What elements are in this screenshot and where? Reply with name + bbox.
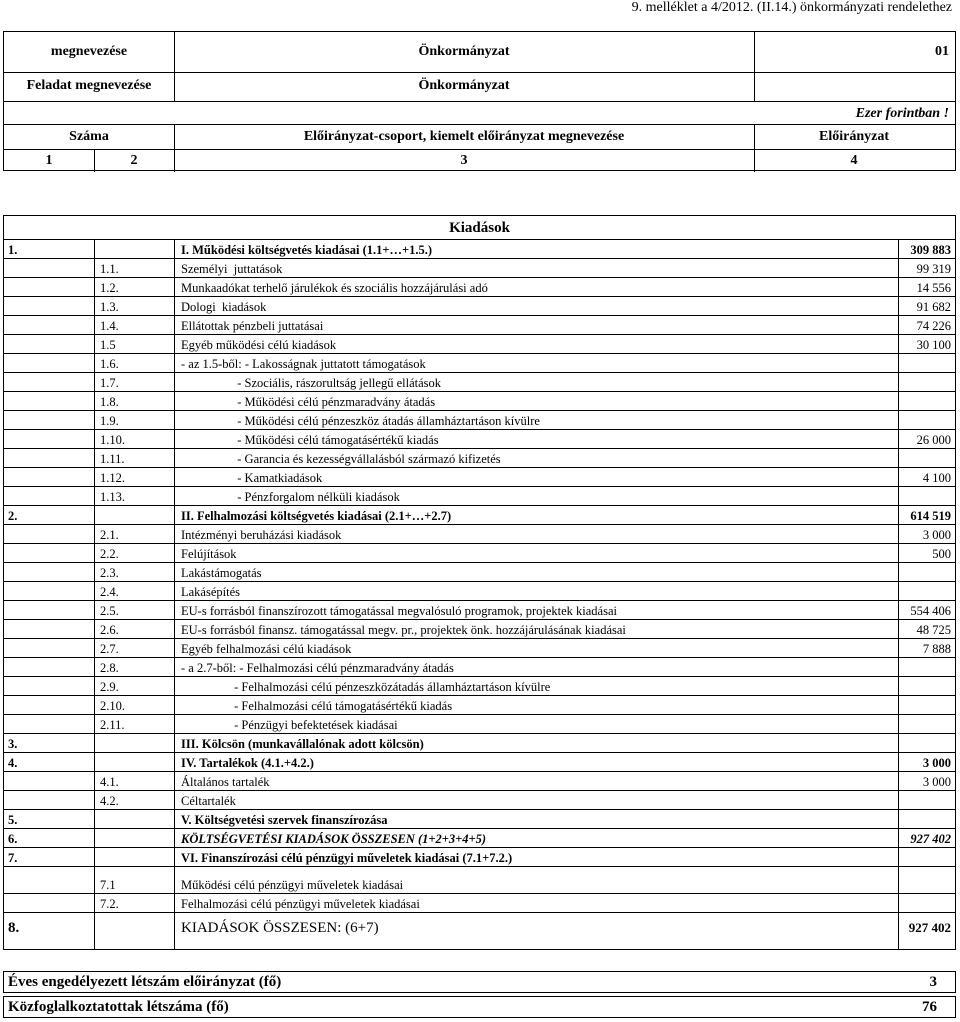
row-number: 2. — [8, 509, 18, 523]
col-header-name: Előirányzat-csoport, kiemelt előirányzat megnevezése — [303, 129, 625, 144]
row-value: 3 000 — [922, 528, 951, 542]
row-value: 7 888 — [922, 642, 951, 656]
row-subnumber: 2.8. — [100, 661, 119, 675]
row-label: Munkaadókat terhelő járulékok és szociális hozzájárulási adó — [181, 281, 488, 295]
megnevezese-code: 01 — [935, 44, 949, 59]
row-label: II. Felhalmozási költségvetés kiadásai (2.1+…+2.7) — [181, 509, 452, 523]
row-subnumber: 2.9. — [100, 680, 119, 694]
table-row — [4, 581, 955, 600]
row-label: Egyéb működési célú kiadások — [181, 338, 337, 352]
table-row — [4, 695, 955, 714]
row-label: - a 2.7-ből: - Felhalmozási célú pénzmaradvány átadás — [181, 661, 454, 675]
row-subnumber: 2.5. — [100, 604, 119, 618]
row-label: I. Működési költségvetés kiadásai (1.1+…+1.5.) — [181, 243, 433, 257]
row-number: 1. — [8, 243, 18, 257]
currency-note: Ezer forintban ! — [855, 106, 949, 121]
table-row — [4, 828, 955, 847]
table-row — [4, 893, 955, 912]
row-subnumber: 1.8. — [100, 395, 119, 409]
table-row — [4, 239, 955, 258]
row-label: KIADÁSOK ÖSSZESEN: (6+7) — [181, 920, 379, 936]
row-value: 309 883 — [910, 243, 951, 257]
table-row — [4, 315, 955, 334]
row-value: 500 — [932, 547, 951, 561]
row-value: 927 402 — [908, 920, 951, 935]
table-row — [4, 562, 955, 581]
row-subnumber: 1.7. — [100, 376, 119, 390]
table-row — [4, 600, 955, 619]
footer-row-letszam — [3, 971, 956, 993]
table-row — [4, 676, 955, 695]
row-subnumber: 1.1. — [100, 262, 119, 276]
row-subnumber: 2.3. — [100, 566, 119, 580]
table-row — [4, 410, 955, 429]
row-subnumber: 4.1. — [100, 775, 119, 789]
row-value: 26 000 — [916, 433, 951, 447]
table-row — [4, 543, 955, 562]
row-label: Lakástámogatás — [181, 566, 262, 580]
table-row — [4, 809, 955, 828]
col-num-1: 1 — [45, 153, 53, 168]
row-subnumber: 1.12. — [100, 471, 125, 485]
row-subnumber: 2.4. — [100, 585, 119, 599]
row-label: Céltartalék — [181, 794, 236, 808]
row-label: Lakásépítés — [181, 585, 241, 599]
row-label: - Szociális, rászorultság jellegű ellátások — [181, 376, 442, 390]
row-label: Dologi kiadások — [181, 300, 267, 314]
row-label: - Kamatkiadások — [181, 471, 323, 485]
row-label: Intézményi beruházási kiadások — [181, 528, 342, 542]
row-value: 91 682 — [916, 300, 951, 314]
header-table — [3, 31, 956, 171]
row-label: Működési célú pénzügyi műveletek kiadásai — [181, 878, 404, 892]
feladat-value: Önkormányzat — [418, 78, 510, 93]
col-header-szama: Száma — [69, 129, 109, 144]
row-label: - az 1.5-ből: - Lakosságnak juttatott támogatások — [181, 357, 426, 371]
row-subnumber: 2.7. — [100, 642, 119, 656]
row-subnumber: 1.10. — [100, 433, 125, 447]
row-label: EU-s forrásból finansz. támogatással megv. pr., projektek önk. hozzájárulásának kiadásai — [181, 623, 626, 637]
row-subnumber: 1.9. — [100, 414, 119, 428]
row-number: 7. — [8, 851, 18, 865]
feladat-label: Feladat megnevezése — [26, 78, 152, 93]
row-label: Felhalmozási célú pénzügyi műveletek kiadásai — [181, 897, 420, 911]
table-row — [4, 752, 955, 771]
table-row — [4, 353, 955, 372]
table-row — [4, 657, 955, 676]
row-value: 927 402 — [910, 832, 951, 846]
row-label: - Pénzügyi befektetések kiadásai — [181, 718, 398, 732]
row-number: 8. — [8, 920, 20, 936]
row-label: - Felhalmozási célú pénzeszközátadás államháztartáson kívülre — [181, 680, 551, 694]
table-row — [4, 638, 955, 657]
row-number: 6. — [8, 832, 18, 846]
row-label: - Garancia és kezességvállalásból származó kifizetés — [181, 452, 501, 466]
row-label: - Felhalmozási célú támogatásértékű kiadás — [181, 699, 453, 713]
row-subnumber: 7.2. — [100, 897, 119, 911]
row-label: EU-s forrásból finanszírozott támogatással megvalósuló programok, projektek kiadásai — [181, 604, 617, 618]
megnevezese-label: megnevezése — [50, 44, 128, 59]
table-row — [4, 372, 955, 391]
footer-label: Közfoglalkoztatottak létszáma (fő) — [8, 999, 229, 1015]
row-label: - Pénzforgalom nélküli kiadások — [181, 490, 400, 504]
table-row — [4, 847, 955, 866]
row-value: 3 000 — [922, 775, 951, 789]
row-value: 74 226 — [916, 319, 951, 333]
row-subnumber: 1.6. — [100, 357, 119, 371]
row-subnumber: 1.13. — [100, 490, 125, 504]
row-subnumber: 1.2. — [100, 281, 119, 295]
row-label: Ellátottak pénzbeli juttatásai — [181, 319, 324, 333]
megnevezese-value: Önkormányzat — [418, 44, 510, 59]
row-subnumber: 1.3. — [100, 300, 119, 314]
row-subnumber: 2.10. — [100, 699, 125, 713]
row-label: KÖLTSÉGVETÉSI KIADÁSOK ÖSSZESEN (1+2+3+4+5) — [181, 832, 487, 846]
row-subnumber: 1.4. — [100, 319, 119, 333]
row-subnumber: 4.2. — [100, 794, 119, 808]
table-row — [4, 619, 955, 638]
table-row — [4, 258, 955, 277]
row-subnumber: 1.11. — [100, 452, 125, 466]
row-value: 30 100 — [916, 338, 951, 352]
table-row — [4, 790, 955, 809]
row-subnumber: 2.6. — [100, 623, 119, 637]
row-number: 3. — [8, 737, 18, 751]
table-row — [4, 912, 955, 936]
top-note: 9. melléklet a 4/2012. (II.14.) önkormányzati rendelethez — [631, 0, 952, 15]
row-number: 4. — [8, 756, 18, 770]
row-value: 4 100 — [922, 471, 951, 485]
row-value: 14 556 — [916, 281, 951, 295]
col-num-4: 4 — [850, 153, 858, 168]
row-subnumber: 2.1. — [100, 528, 119, 542]
table-row — [4, 771, 955, 790]
section-title: Kiadások — [449, 220, 510, 236]
table-row — [4, 486, 955, 505]
table-row — [4, 429, 955, 448]
col-header-eloirany: Előirányzat — [819, 129, 889, 144]
row-value: 48 725 — [916, 623, 951, 637]
row-label: - Működési célú pénzmaradvány átadás — [181, 395, 436, 409]
table-row — [4, 277, 955, 296]
row-subnumber: 2.11. — [100, 718, 125, 732]
row-value: 614 519 — [910, 509, 951, 523]
col-num-3: 3 — [460, 153, 468, 168]
table-row — [4, 467, 955, 486]
row-subnumber: 7.1 — [100, 878, 116, 892]
row-label: Egyéb felhalmozási célú kiadások — [181, 642, 352, 656]
footer-label: Éves engedélyezett létszám előirányzat (fő) — [8, 974, 282, 990]
table-row — [4, 448, 955, 467]
table-row — [4, 505, 955, 524]
row-label: - Működési célú pénzeszköz átadás államháztartáson kívülre — [181, 414, 540, 428]
table-row — [4, 866, 955, 893]
row-number: 5. — [8, 813, 18, 827]
table-row — [4, 733, 955, 752]
expenditure-table — [3, 215, 956, 950]
table-row — [4, 714, 955, 733]
table-row — [4, 296, 955, 315]
col-num-2: 2 — [130, 153, 138, 168]
row-label: V. Költségvetési szervek finanszírozása — [181, 813, 388, 827]
row-subnumber: 1.5 — [100, 338, 116, 352]
row-subnumber: 2.2. — [100, 547, 119, 561]
table-row — [4, 524, 955, 543]
row-label: Általános tartalék — [181, 775, 270, 789]
row-label: VI. Finanszírozási célú pénzügyi műveletek kiadásai (7.1+7.2.) — [181, 851, 513, 865]
row-label: Felújítások — [181, 547, 237, 561]
footer-row-kozfoglalkoztatott — [3, 996, 956, 1018]
row-value: 99 319 — [916, 262, 951, 276]
row-value: 554 406 — [910, 604, 951, 618]
table-row — [4, 391, 955, 410]
footer-value: 3 — [929, 974, 937, 990]
row-label: Személyi juttatások — [181, 262, 283, 276]
row-value: 3 000 — [922, 756, 951, 770]
row-label: - Működési célú támogatásértékű kiadás — [181, 433, 439, 447]
row-label: III. Kölcsön (munkavállalónak adott kölcsön) — [181, 737, 424, 751]
table-row — [4, 334, 955, 353]
footer-value: 76 — [922, 999, 937, 1015]
row-label: IV. Tartalékok (4.1.+4.2.) — [181, 756, 314, 770]
